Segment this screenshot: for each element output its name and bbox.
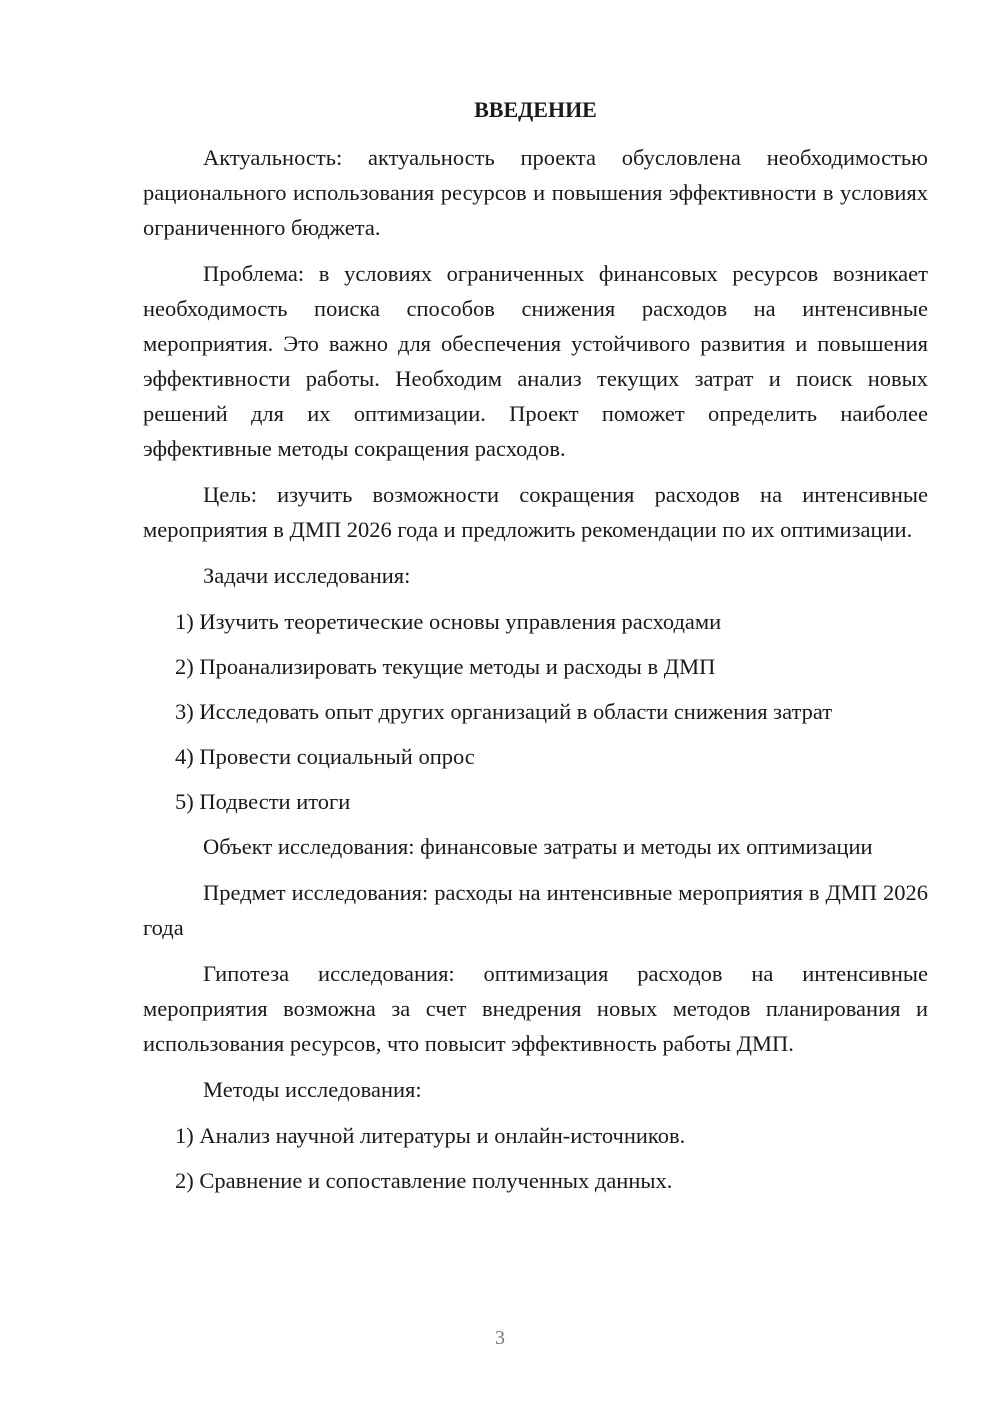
relevance-paragraph: Актуальность: актуальность проекта обусловлена необходимостью рационального использования ресурсов и повышения эффективности в условиях ограниченного бюджета.	[143, 145, 928, 240]
section-title: ВВЕДЕНИЕ	[474, 97, 597, 122]
task-item: 1) Изучить теоретические основы управления расходами	[175, 609, 722, 634]
methods-list	[143, 1118, 928, 1198]
goal-paragraph: Цель: изучить возможности сокращения расходов на интенсивные мероприятия в ДМП 2026 года и предложить рекомендации по их оптимизации.	[143, 482, 928, 542]
page-number: 3	[495, 1327, 505, 1349]
tasks-heading: Задачи исследования:	[203, 563, 411, 588]
task-item: 3) Исследовать опыт других организаций в области снижения затрат	[175, 699, 833, 724]
method-item: 2) Сравнение и сопоставление полученных данных.	[175, 1168, 673, 1193]
hypothesis-paragraph: Гипотеза исследования: оптимизация расходов на интенсивные мероприятия возможна за счет внедрения новых методов планирования и использования ресурсов, что повысит эффективность работы ДМП.	[143, 961, 928, 1056]
task-item: 4) Провести социальный опрос	[175, 744, 475, 769]
document-page	[143, 92, 928, 1208]
problem-paragraph: Проблема: в условиях ограниченных финансовых ресурсов возникает необходимость поиска способов снижения расходов на интенсивные мероприятия. Это важно для обеспечения устойчивого развития и повышения эффективности работы. Необходим анализ текущих затрат и поиск новых решений для их оптимизации. Проект поможет определить наиболее эффективные методы сокращения расходов.	[143, 261, 928, 461]
methods-heading: Методы исследования:	[203, 1077, 422, 1102]
tasks-list	[143, 604, 928, 819]
subject-paragraph: Предмет исследования: расходы на интенсивные мероприятия в ДМП 2026 года	[143, 880, 928, 940]
task-item: 2) Проанализировать текущие методы и расходы в ДМП	[175, 654, 716, 679]
method-item: 1) Анализ научной литературы и онлайн-источников.	[175, 1123, 686, 1148]
object-paragraph: Объект исследования: финансовые затраты и методы их оптимизации	[203, 834, 873, 859]
task-item: 5) Подвести итоги	[175, 789, 351, 814]
